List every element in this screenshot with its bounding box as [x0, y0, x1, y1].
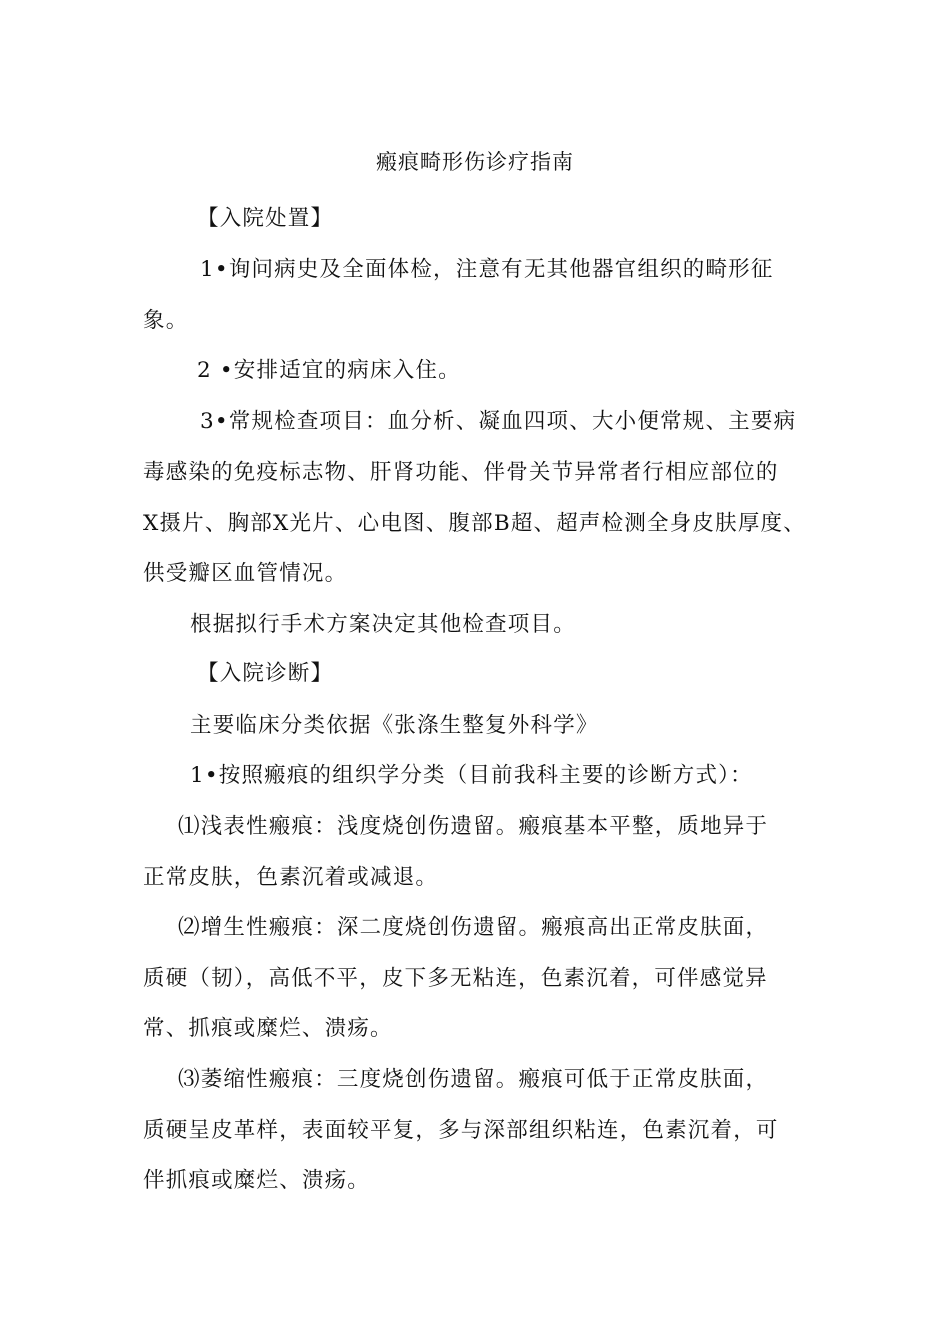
section-heading-admission: 【入院处置】 [197, 206, 334, 231]
paragraph-line: 1•按照瘢痕的组织学分类（目前我科主要的诊断方式）： [190, 763, 753, 788]
paragraph-line: 质硬（韧），高低不平，皮下多无粘连，色素沉着，可伴感觉异 [143, 966, 768, 991]
paragraph-line: ⑶萎缩性瘢痕：三度烧创伤遗留。瘢痕可低于正常皮肤面， [178, 1067, 769, 1092]
document-title: 瘢痕畸形伤诊疗指南 [376, 150, 574, 174]
paragraph-line: 1•询问病史及全面体检，注意有无其他器官组织的畸形征 [200, 257, 774, 282]
paragraph-line: 毒感染的免疫标志物、肝肾功能、伴骨关节异常者行相应部位的 [143, 460, 779, 485]
paragraph-line: 根据拟行手术方案决定其他检查项目。 [190, 612, 576, 637]
paragraph-line: 供受瓣区血管情况。 [143, 561, 348, 586]
paragraph-line: 主要临床分类依据《张涤生整复外科学》 [190, 713, 599, 738]
paragraph-line: 象。 [143, 308, 189, 333]
paragraph-line: 正常皮肤，色素沉着或减退。 [143, 865, 439, 890]
paragraph-line: 2 •安排适宜的病床入住。 [197, 358, 461, 383]
paragraph-line: 常、抓痕或糜烂、溃疡。 [143, 1016, 393, 1041]
paragraph-line: ⑴浅表性瘢痕：浅度烧创伤遗留。瘢痕基本平整，质地异于 [178, 814, 769, 839]
paragraph-line: X摄片、胸部X光片、心电图、腹部B超、超声检测全身皮肤厚度、 [143, 511, 806, 536]
paragraph-line: 质硬呈皮革样，表面较平复，多与深部组织粘连，色素沉着，可 [143, 1118, 779, 1143]
paragraph-line: 伴抓痕或糜烂、溃疡。 [143, 1168, 371, 1193]
paragraph-line: ⑵增生性瘢痕：深二度烧创伤遗留。瘢痕高出正常皮肤面， [178, 915, 769, 940]
section-heading-diagnosis: 【入院诊断】 [197, 661, 334, 686]
paragraph-line: 3•常规检查项目：血分析、凝血四项、大小便常规、主要病 [200, 409, 797, 434]
